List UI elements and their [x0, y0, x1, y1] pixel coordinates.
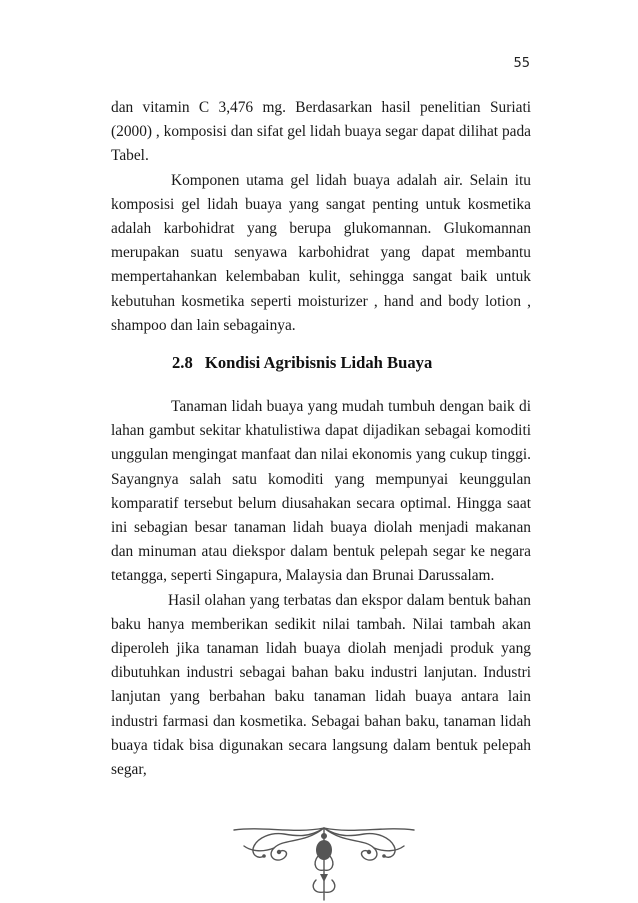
section-text-block	[111, 395, 531, 782]
page-number: 55	[513, 56, 530, 71]
decorative-flourish-icon	[224, 808, 424, 903]
paragraph: dan vitamin C 3,476 mg. Berdasarkan hasil penelitian Suriati (2000) , komposisi dan sifat gel lidah buaya segar dapat dilihat pada Tabel.	[111, 99, 531, 165]
paragraph: Komponen utama gel lidah buaya adalah air. Selain itu komposisi gel lidah buaya yang sangat penting untuk kosmetika adalah karbohidrat yang berupa glukomannan. Glukomannan merupakan suatu senyawa karbohidrat yang dapat membantu mempertahankan kelembaban kulit, sehingga sangat baik untuk kebutuhan kosmetika seperti moisturizer , hand and body lotion , shampoo dan lain sebagainya.	[111, 171, 531, 334]
paragraph: Hasil olahan yang terbatas dan ekspor dalam bentuk bahan baku hanya memberikan sedikit nilai tambah. Nilai tambah akan diperoleh jika tanaman lidah buaya diolah menjadi produk yang dibutuhkan industri sebagai bahan baku industri lanjutan. Industri lanjutan yang berbahan baku tanaman lidah buaya antara lain industri farmasi dan kosmetika. Sebagai bahan baku, tanaman lidah buaya tidak bisa digunakan secara langsung dalam bentuk pelepah segar,	[111, 591, 531, 779]
section-title: Kondisi Agribisnis Lidah Buaya	[204, 353, 433, 372]
paragraph: Tanaman lidah buaya yang mudah tumbuh dengan baik di lahan gambut sekitar khatulistiwa dapat dijadikan sebagai komoditi unggulan mengingat manfaat dan nilai ekonomis yang cukup tinggi. Sayangnya salah satu komoditi yang mempunyai keunggulan komparatif tersebut belum diusahakan secara optimal. Hingga saat ini sebagian besar tanaman lidah buaya diolah menjadi makanan dan minuman atau diekspor dalam bentuk pelepah segar ke negara tetangga, seperti Singapura, Malaysia dan Brunai Darussalam.	[111, 398, 531, 585]
intro-text-block	[111, 96, 531, 338]
section-number: 2.8	[172, 353, 193, 372]
section-heading	[172, 353, 432, 373]
